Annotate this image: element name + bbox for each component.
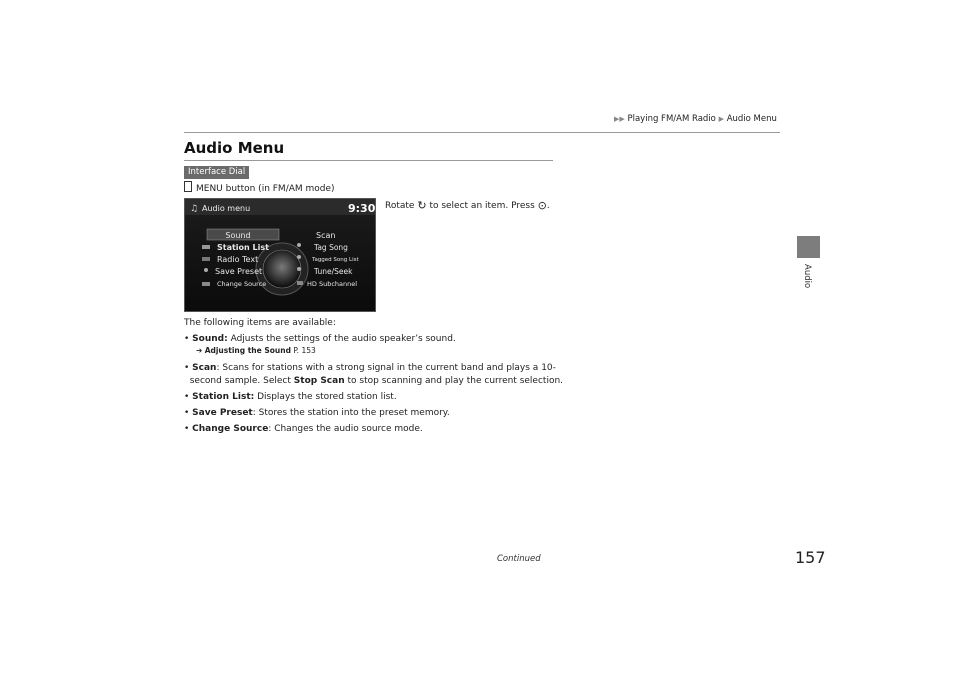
menu-line-text: MENU button (in FM/AM mode) (196, 184, 335, 194)
term-stop-scan: Stop Scan (293, 376, 345, 386)
breadcrumb-part2[interactable]: Audio Menu (726, 114, 777, 124)
breadcrumb-part1[interactable]: Playing FM/AM Radio (627, 114, 716, 124)
desc-save-preset: : Stores the station into the preset memory. (252, 408, 450, 418)
top-divider (184, 132, 780, 133)
reference-page[interactable]: P. 153 (293, 346, 316, 355)
list-item-change-source: • Change Source: Changes the audio source mode. (184, 424, 423, 434)
audio-menu-screen-graphic (185, 199, 375, 311)
screen-item-tag-song: Tag Song (314, 243, 348, 252)
screen-item-hd-subchannel: HD Subchannel (307, 280, 358, 288)
list-item-station-list: • Station List: Displays the stored station list. (184, 392, 397, 402)
press-dial-icon: ⊙ (537, 199, 547, 212)
cross-reference[interactable] (196, 346, 316, 355)
side-tab-label: Audio (802, 264, 812, 289)
audio-menu-screenshot (184, 198, 376, 312)
term-scan: Scan (192, 363, 217, 373)
list-item-sound: • Sound: Adjusts the settings of the audio speaker’s sound. (184, 334, 456, 344)
intro-text: The following items are available: (184, 318, 336, 328)
arrow-icon: ▶ (718, 115, 724, 123)
rotate-instruction (385, 199, 550, 212)
list-item-scan: • Scan: Scans for stations with a strong signal in the current band and plays a 10- second sample. Select Stop Scan to stop scanning and play the current selection. (184, 363, 564, 386)
continued-label: Continued (497, 554, 541, 564)
list-item-save-preset: • Save Preset: Stores the station into the preset memory. (184, 408, 450, 418)
home-button-icon (184, 181, 192, 192)
term-station-list: Station List: (192, 392, 255, 402)
screen-title: Audio menu (202, 204, 251, 213)
music-note-icon: ♫ (190, 204, 199, 214)
rotate-dial-icon: ↻ (417, 199, 427, 212)
rotate-text-2: to select an item. Press (429, 201, 535, 211)
rotate-text-3: . (546, 201, 550, 211)
desc-scan-2: second sample. Select (189, 376, 291, 386)
desc-change-source: : Changes the audio source mode. (268, 424, 423, 434)
screen-item-tagged-song-list: Tagged Song List (312, 257, 359, 263)
term-sound: Sound: (192, 334, 228, 344)
term-change-source: Change Source (192, 424, 269, 434)
breadcrumb (614, 114, 777, 124)
desc-sound: Adjusts the settings of the audio speaker’s sound. (230, 334, 456, 344)
rotate-text-1: Rotate (385, 201, 415, 211)
screen-item-scan: Scan (316, 231, 336, 240)
title-divider (184, 160, 553, 161)
screen-item-sound: Sound (225, 231, 251, 240)
screen-clock: 9:30 (348, 202, 375, 215)
screen-item-save-preset: Save Preset (215, 267, 263, 276)
reference-arrow-icon: ➔ (196, 346, 203, 355)
section-title: Audio Menu (184, 139, 285, 157)
desc-scan: : Scans for stations with a strong signal in the current band and plays a 10- (216, 363, 556, 373)
screen-item-radio-text: Radio Text (217, 255, 259, 264)
interface-dial-badge: Interface Dial (184, 166, 249, 179)
desc-station-list: Displays the stored station list. (257, 392, 397, 402)
page-number: 157 (795, 548, 826, 567)
reference-label[interactable]: Adjusting the Sound (204, 346, 291, 355)
desc-scan-3: to stop scanning and play the current selection. (347, 376, 564, 386)
screen-item-tune-seek: Tune/Seek (314, 267, 353, 276)
menu-instruction (184, 181, 335, 194)
screen-item-change-source: Change Source (217, 280, 267, 288)
arrow-icon: ▶▶ (614, 115, 625, 123)
side-tab-marker (797, 236, 820, 258)
screen-item-station-list: Station List (217, 243, 269, 252)
term-save-preset: Save Preset (192, 408, 253, 418)
